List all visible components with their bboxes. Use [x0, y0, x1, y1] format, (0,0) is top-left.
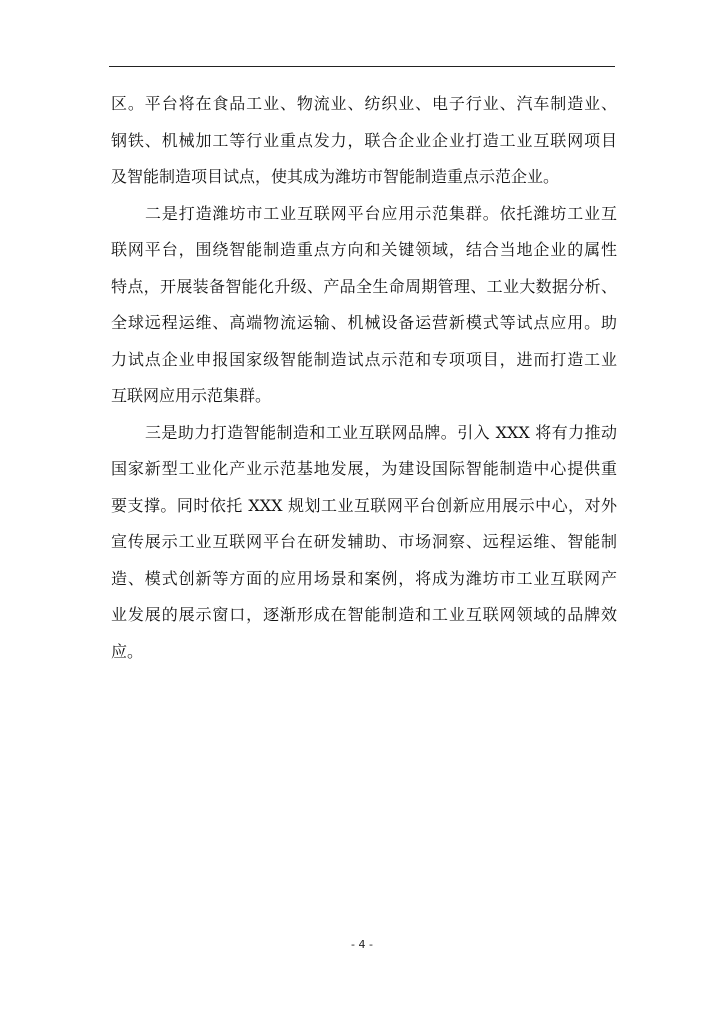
text-line: 联网平台，围绕智能制造重点方向和关键领域，结合当地企业的属性 [111, 240, 617, 259]
paragraph-start-line: 二是打造潍坊市工业互联网平台应用示范集群。依托潍坊工业互 [145, 203, 617, 223]
header-rule [109, 66, 615, 67]
text-line: 及智能制造项目试点，使其成为潍坊市智能制造重点示范企业。 [111, 167, 560, 186]
text-line: 特点，开展装备智能化升级、产品全生命周期管理、工业大数据分析、 [111, 276, 617, 296]
text-line: 业发展的展示窗口，逐渐形成在智能制造和工业互联网领域的品牌效 [111, 605, 617, 624]
paragraph-start-line: 三是助力打造智能制造和工业互联网品牌。引入 XXX 将有力推动 [145, 422, 617, 442]
text-line: 应。 [111, 641, 144, 661]
document-body [111, 86, 617, 670]
text-line: 力试点企业申报国家级智能制造试点示范和专项项目，进而打造工业 [111, 349, 617, 369]
text-line: 国家新型工业化产业示范基地发展，为建设国际智能制造中心提供重 [111, 459, 617, 478]
text-line: 区。平台将在食品工业、物流业、纺织业、电子行业、汽车制造业、 [111, 94, 617, 113]
text-line: 钢铁、机械加工等行业重点发力，联合企业企业打造工业互联网项目 [111, 130, 617, 150]
text-line: 互联网应用示范集群。 [111, 386, 272, 405]
text-line: 全球远程运维、高端物流运输、机械设备运营新模式等试点应用。助 [111, 313, 617, 332]
text-line: 造、模式创新等方面的应用场景和案例，将成为潍坊市工业互联网产 [111, 568, 617, 588]
page-number: - 4 - [351, 938, 373, 951]
text-line: 宣传展示工业互联网平台在研发辅助、市场洞察、远程运维、智能制 [111, 532, 617, 551]
text-line: 要支撑。同时依托 XXX 规划工业互联网平台创新应用展示中心，对外 [111, 495, 617, 515]
